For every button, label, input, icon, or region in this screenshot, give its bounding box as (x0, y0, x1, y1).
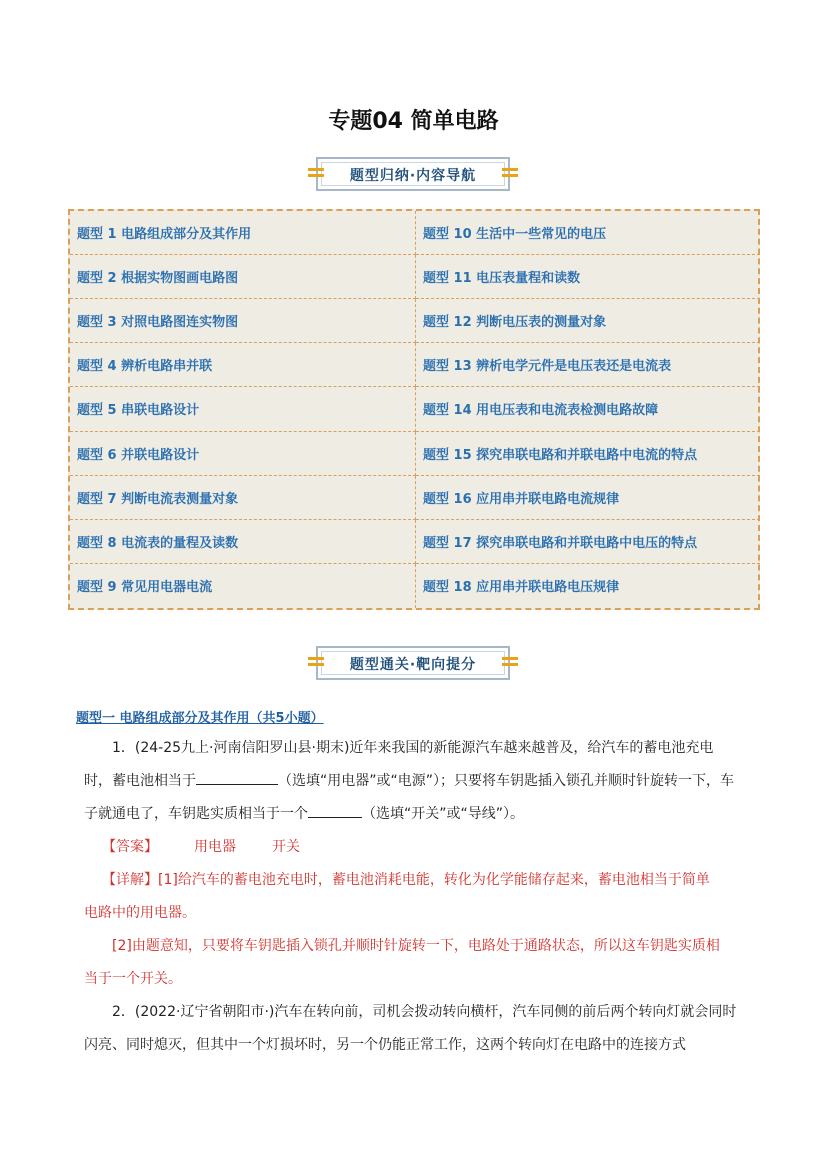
nav-item-15[interactable]: 题型 15 探究串联电路和并联电路中电流的特点 (416, 432, 760, 476)
nav-item-9[interactable]: 题型 9 常见用电器电流 (70, 564, 416, 608)
nav-item-16[interactable]: 题型 16 应用串并联电路电流规律 (416, 476, 760, 520)
nav-item-7[interactable]: 题型 7 判断电流表测量对象 (70, 476, 416, 520)
nav-item-3[interactable]: 题型 3 对照电路图连实物图 (70, 299, 416, 343)
nav-item-2[interactable]: 题型 2 根据实物图画电路图 (70, 255, 416, 299)
section-heading[interactable]: 题型一 电路组成部分及其作用（共5小题） (76, 711, 324, 726)
q1-detail-4: 当于一个开关。 (84, 971, 182, 987)
banner-right-ornament (502, 168, 518, 180)
nav-item-18[interactable]: 题型 18 应用串并联电路电压规律 (423, 580, 620, 596)
banner-left-ornament (308, 657, 324, 669)
topic-nav-table (68, 209, 760, 610)
q1-line-1: 1．(24-25九上·河南信阳罗山县·期末)近年来我国的新能源汽车越来越普及，给汽车的蓄电池充电 (112, 740, 714, 756)
nav-item-13[interactable]: 题型 13 辨析电学元件是电压表还是电流表 (416, 343, 760, 387)
answer-2: 开关 (272, 839, 300, 855)
q2-line-2: 闪亮、同时熄灭，但其中一个灯损坏时，另一个仍能正常工作，这两个转向灯在电路中的连接方式 (84, 1037, 686, 1053)
question-1 (84, 732, 744, 1062)
practice-banner (308, 646, 518, 682)
q1-blank-1[interactable] (196, 770, 278, 785)
detail-label: 【详解】 (102, 872, 158, 888)
nav-item-8[interactable]: 题型 8 电流表的量程及读数 (70, 520, 416, 564)
q1-answer (84, 831, 744, 864)
q2-line-1: 2．(2022·辽宁省朝阳市·)汽车在转向前，司机会拨动转向横杆，汽车同侧的前后两个转向灯就会同时 (112, 1004, 737, 1020)
q1-line-2b: （选填“用电器”或“电源”）；只要将车钥匙插入锁孔并顺时针旋转一下，车 (278, 773, 735, 789)
banner-right-ornament (502, 657, 518, 669)
answer-label: 【答案】 (102, 839, 158, 855)
q1-blank-2[interactable] (308, 803, 362, 818)
q1-line-2 (84, 765, 744, 798)
nav-item-17[interactable]: 题型 17 探究串联电路和并联电路中电压的特点 (416, 520, 760, 564)
q1-line-3a: 子就通电了，车钥匙实质相当于一个 (84, 806, 308, 822)
q1-detail-2: 电路中的用电器。 (84, 905, 196, 921)
practice-banner-text: 题型通关·靶向提分 (349, 657, 477, 673)
banner-left-ornament (308, 168, 324, 180)
nav-item-4[interactable]: 题型 4 辨析电路串并联 (70, 343, 416, 387)
nav-banner (308, 157, 518, 193)
q1-line-3b: （选填“开关”或“导线”）。 (362, 806, 525, 822)
answer-1: 用电器 (194, 839, 236, 855)
nav-item-10[interactable]: 题型 10 生活中一些常见的电压 (416, 211, 760, 255)
nav-item-1[interactable]: 题型 1 电路组成部分及其作用 (70, 211, 416, 255)
detail-text-1: [1]给汽车的蓄电池充电时，蓄电池消耗电能，转化为化学能储存起来，蓄电池相当于简单 (158, 872, 710, 888)
nav-banner-text: 题型归纳·内容导航 (349, 168, 477, 184)
nav-item-11[interactable]: 题型 11 电压表量程和读数 (416, 255, 760, 299)
q1-line-3 (84, 798, 744, 831)
q1-detail-1 (84, 864, 744, 897)
nav-item-6[interactable]: 题型 6 并联电路设计 (70, 432, 416, 476)
nav-item-5[interactable]: 题型 5 串联电路设计 (70, 387, 416, 431)
q1-detail-3: [2]由题意知，只要将车钥匙插入锁孔并顺时针旋转一下，电路处于通路状态，所以这车钥匙实质相 (112, 938, 720, 954)
nav-item-14[interactable]: 题型 14 用电压表和电流表检测电路故障 (416, 387, 760, 431)
q1-line-2a: 时，蓄电池相当于 (84, 773, 196, 789)
nav-item-12[interactable]: 题型 12 判断电压表的测量对象 (416, 299, 760, 343)
page-title: 专题04 简单电路 (328, 109, 499, 134)
